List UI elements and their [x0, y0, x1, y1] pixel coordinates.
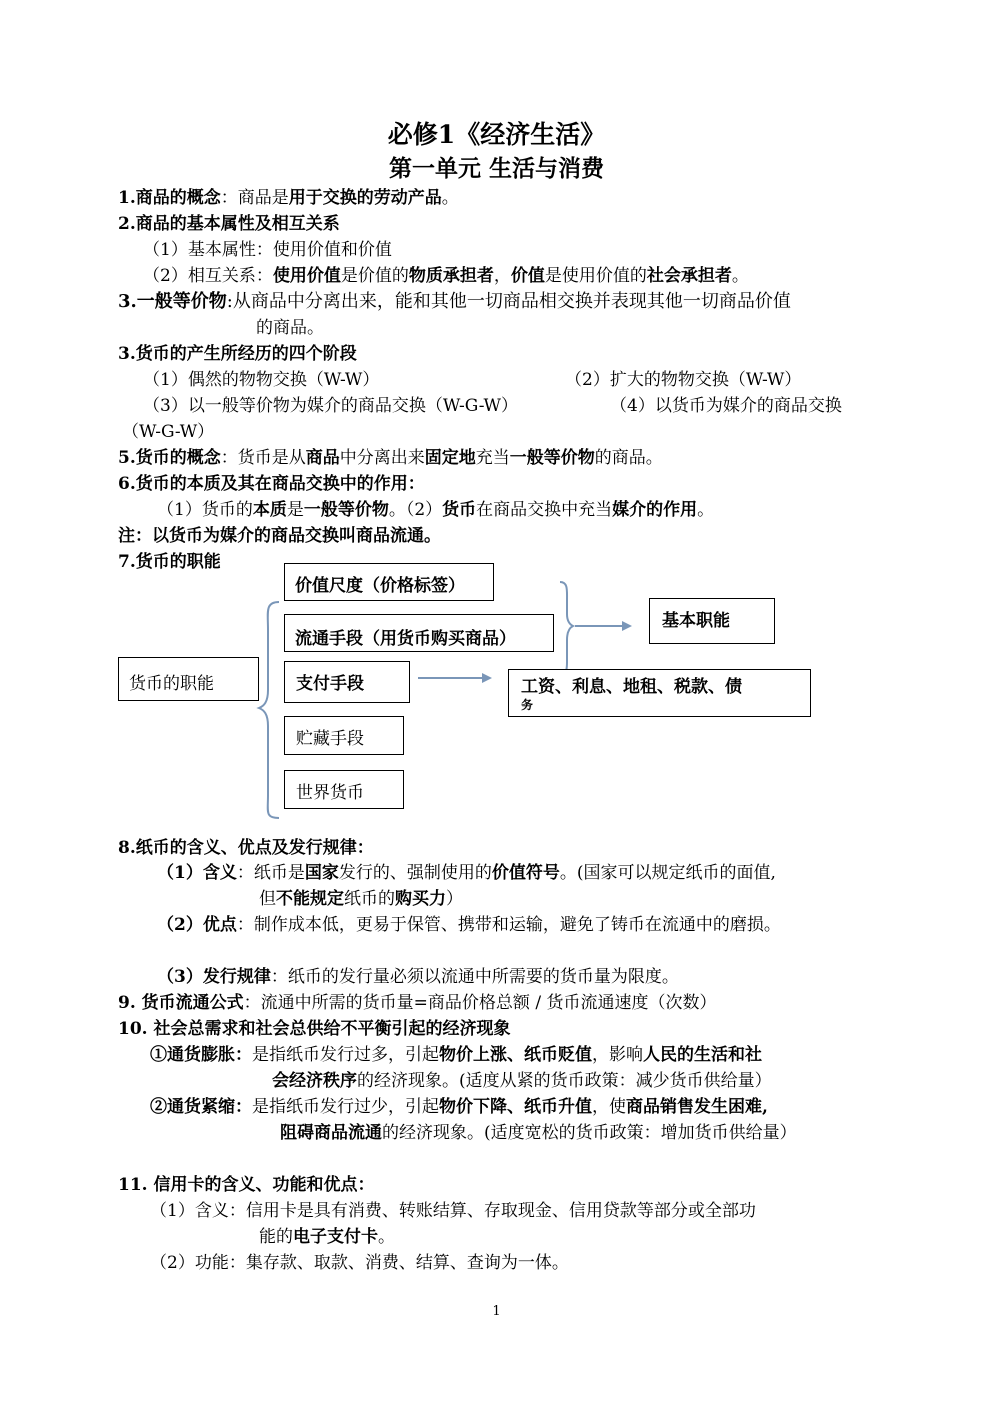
section-6-heading: 6.货币的本质及其在商品交换中的作用：	[118, 474, 425, 494]
text: ：	[220, 188, 238, 208]
bold-text: 商品	[305, 448, 340, 468]
text: ：纸币是	[236, 863, 305, 883]
box-value-measure	[284, 563, 494, 601]
section-2-item-1: （1）基本属性：使用价值和价值	[143, 240, 392, 260]
bold-text: 一般等价物	[303, 500, 389, 520]
text: ，使	[592, 1097, 626, 1117]
section-8-item-3	[157, 967, 679, 987]
stage-4-cont: （W-G-W）	[122, 422, 215, 442]
arrow-head-payment	[482, 673, 492, 683]
text: 的经济现象。(适度从紧的货币政策：减少货币供给量）	[357, 1071, 772, 1091]
box-label: 世界货币	[296, 783, 364, 803]
item-label: （1）含义	[157, 863, 237, 883]
text: ：制作成本低，更易于保管、携带和运输，避免了铸币在流通中的磨损。	[236, 915, 781, 935]
item-label: （2）优点	[157, 915, 237, 935]
section-1-heading: 1.商品的概念	[118, 188, 221, 208]
section-2-heading: 2.商品的基本属性及相互关系	[118, 214, 340, 234]
text: 是指纸币发行过少，引起	[252, 1097, 439, 1117]
arrow-head-basic	[622, 621, 632, 631]
text: :从商品中分离出来，能和其他一切商品相交换并表现其他一切商品价值	[226, 291, 791, 312]
left-brace	[259, 602, 279, 818]
bold-text: 不能规定	[276, 889, 344, 909]
text: 商品是	[237, 188, 289, 208]
section-8-heading: 8.纸币的含义、优点及发行规律：	[118, 838, 374, 858]
text: 。（2）	[388, 500, 443, 520]
box-hoarding-means	[284, 716, 404, 755]
box-label: 贮藏手段	[296, 729, 364, 749]
text: 充当	[475, 448, 510, 468]
item-label: （3）发行规律	[157, 967, 271, 987]
stage-1: （1）偶然的物物交换（W-W）	[143, 370, 380, 390]
bold-text: 本质	[252, 500, 287, 520]
unit-title: 第一单元 生活与消费	[388, 155, 604, 182]
section-10-heading: 10. 社会总需求和社会总供给不平衡引起的经济现象	[118, 1019, 511, 1039]
document-title: 必修1《经济生活》	[387, 120, 606, 149]
text: 的商品。	[594, 448, 663, 468]
bold-text: 物价上涨、纸币贬值	[439, 1045, 592, 1065]
box-basic-functions	[649, 598, 775, 644]
box-label: 流通手段（用货币购买商品）	[295, 629, 516, 649]
text: ：货币是从	[220, 448, 306, 468]
bold-text: 国家	[304, 863, 339, 883]
page-number: 1	[492, 1304, 501, 1319]
box-circulation-means	[284, 614, 554, 652]
bold-text: 会经济秩序	[272, 1071, 357, 1091]
bold-text: 媒介的作用	[612, 500, 698, 520]
section-7-heading: 7.货币的职能	[118, 552, 221, 572]
section-11-item-1-cont	[259, 1227, 395, 1247]
text: 是价值的	[340, 266, 409, 286]
section-5-heading: 5.货币的概念	[118, 448, 221, 468]
stage-2: （2）扩大的物物交换（W-W）	[565, 370, 802, 390]
box-world-money	[284, 770, 404, 809]
text: 但	[259, 889, 276, 909]
box-payment-examples	[508, 669, 811, 717]
section-11-item-2: （2）功能：集存款、取款、消费、结算、查询为一体。	[150, 1253, 569, 1273]
bold-text: 商品销售发生困难,	[626, 1097, 768, 1117]
text: 。	[441, 188, 459, 208]
section-3-heading: 3.一般等价物	[118, 291, 227, 312]
bold-text: 社会承担者	[646, 266, 732, 286]
text: ：流通中所需的货币量=商品价格总额 / 货币流通速度（次数）	[243, 993, 717, 1013]
text: 在商品交换中充当	[476, 500, 613, 520]
item-label: ②通货紧缩：	[150, 1097, 252, 1117]
section-11-heading: 11. 信用卡的含义、功能和优点：	[118, 1175, 375, 1195]
text: 中分离出来	[339, 448, 425, 468]
bold-text: 阻碍商品流通	[280, 1123, 382, 1143]
note: 注：以货币为媒介的商品交换叫商品流通。	[118, 526, 441, 546]
text: 是指纸币发行过多，引起	[252, 1045, 439, 1065]
text: ：纸币的发行量必须以流通中所需要的货币量为限度。	[270, 967, 679, 987]
stage-4: （4）以货币为媒介的商品交换	[610, 396, 842, 416]
bold-text: 人民的生活和社	[643, 1045, 762, 1065]
text: （2）相互关系：	[143, 266, 273, 286]
section-4-heading: 3.货币的产生所经历的四个阶段	[118, 344, 357, 364]
text: 。	[697, 500, 715, 520]
bold-text: 购买力	[395, 889, 446, 909]
bold-text: 价值符号	[491, 863, 560, 883]
right-brace	[560, 582, 573, 672]
inflation-line-1	[150, 1045, 762, 1065]
bold-text: 一般等价物	[509, 448, 595, 468]
text: 的经济现象。(适度宽松的货币政策：增加货币供给量）	[382, 1123, 797, 1143]
text: （1）货币的	[157, 500, 253, 520]
box-label: 货币的职能	[129, 674, 214, 694]
box-money-functions	[118, 657, 259, 701]
bold-text: 货币	[442, 500, 477, 520]
text: 纸币的	[344, 889, 395, 909]
item-label: ①通货膨胀：	[150, 1045, 252, 1065]
stage-3: （3）以一般等价物为媒介的商品交换（W-G-W）	[143, 396, 518, 416]
box-label: 价值尺度（价格标签）	[295, 576, 465, 596]
box-label-overflow: 务	[521, 698, 534, 712]
box-label: 基本职能	[662, 611, 730, 631]
bold-text: 物价下降、纸币升值	[439, 1097, 592, 1117]
text: ，影响	[592, 1045, 643, 1065]
text: 。	[378, 1227, 395, 1247]
text: 是	[286, 500, 304, 520]
section-8-item-1-cont	[259, 889, 463, 909]
bold-text: 使用价值	[272, 266, 341, 286]
section-3-line-2: 的商品。	[256, 318, 324, 338]
bold-text: 价值	[510, 266, 545, 286]
box-label: 支付手段	[296, 674, 364, 694]
section-8-item-1	[157, 863, 776, 883]
bold-text: 物质承担者	[408, 266, 494, 286]
bold-text: 用于交换的劳动产品	[288, 188, 442, 208]
text: 是使用价值的	[544, 266, 647, 286]
bold-text: 电子支付卡	[293, 1227, 378, 1247]
box-label: 工资、利息、地租、税款、债	[521, 677, 742, 697]
text: 能的	[259, 1227, 293, 1247]
text: ）	[446, 889, 463, 909]
section-8-item-2	[157, 915, 781, 935]
text: 发行的、强制使用的	[338, 863, 492, 883]
section-9	[118, 993, 716, 1013]
text: 。	[731, 266, 749, 286]
bold-text: 固定地	[424, 448, 476, 468]
section-9-heading: 9. 货币流通公式	[118, 993, 244, 1013]
section-11-item-1: （1）含义：信用卡是具有消费、转账结算、存取现金、信用贷款等部分或全部功	[150, 1201, 756, 1221]
deflation-line-2	[280, 1123, 797, 1143]
text: 。(国家可以规定纸币的面值,	[559, 863, 776, 883]
text: ，	[493, 266, 511, 286]
inflation-line-2	[272, 1071, 772, 1091]
deflation-line-1	[150, 1097, 768, 1117]
box-payment-means	[284, 661, 410, 703]
